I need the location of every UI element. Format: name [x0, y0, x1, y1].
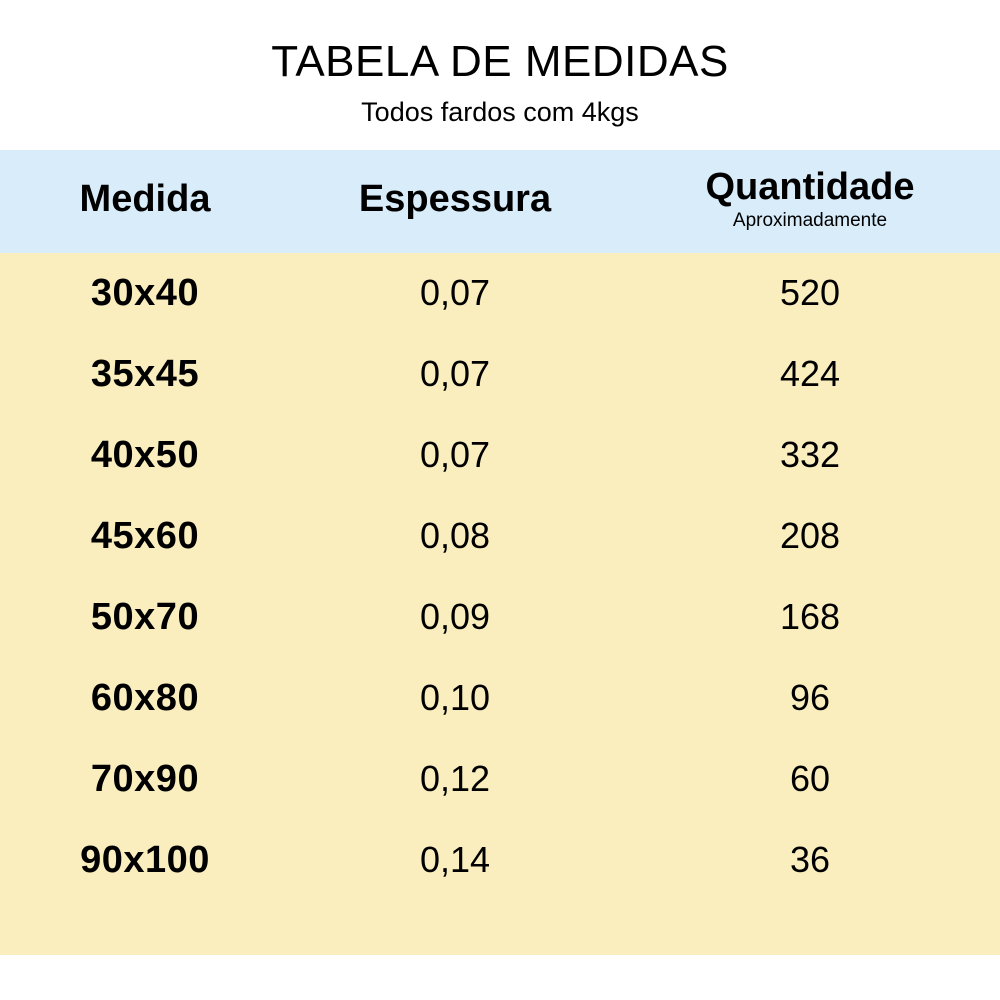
- cell-quantidade: 520: [779, 272, 841, 314]
- table-bottom-padding: [0, 901, 1000, 955]
- cell-medida: 90x100: [80, 838, 210, 881]
- table-row: [0, 658, 1000, 739]
- column-header-quantidade-note: Aproximadamente: [732, 209, 888, 231]
- table-row: [0, 496, 1000, 577]
- cell-quantidade: 168: [779, 596, 841, 638]
- table-body: [0, 253, 1000, 901]
- table-row: [0, 739, 1000, 820]
- column-header-medida-label: Medida: [79, 178, 211, 221]
- cell-espessura: 0,14: [419, 839, 491, 881]
- cell-quantidade: 208: [779, 515, 841, 557]
- column-header-quantidade-inner: [620, 168, 1000, 233]
- measures-table: [0, 150, 1000, 901]
- cell-medida: 30x40: [90, 271, 200, 314]
- cell-quantidade: 96: [789, 677, 831, 719]
- cell-medida: 45x60: [90, 514, 200, 557]
- table-header-row: [0, 150, 1000, 253]
- table-row: [0, 415, 1000, 496]
- column-header-medida: [0, 150, 290, 253]
- column-header-medida-inner: [0, 180, 290, 220]
- cell-espessura: 0,07: [419, 272, 491, 314]
- cell-espessura: 0,10: [419, 677, 491, 719]
- cell-medida: 40x50: [90, 433, 200, 476]
- cell-quantidade: 36: [789, 839, 831, 881]
- cell-espessura: 0,08: [419, 515, 491, 557]
- table-container: [0, 150, 1000, 955]
- cell-medida: 50x70: [90, 595, 200, 638]
- title-block: [0, 0, 1000, 128]
- cell-medida: 35x45: [90, 352, 200, 395]
- cell-espessura: 0,09: [419, 596, 491, 638]
- cell-espessura: 0,07: [419, 353, 491, 395]
- cell-quantidade: 60: [789, 758, 831, 800]
- column-header-quantidade-label: Quantidade: [705, 166, 915, 209]
- column-header-espessura-label: Espessura: [358, 178, 552, 221]
- cell-espessura: 0,07: [419, 434, 491, 476]
- column-header-espessura-inner: [290, 180, 620, 220]
- cell-quantidade: 424: [779, 353, 841, 395]
- table-row: [0, 253, 1000, 334]
- cell-medida: 60x80: [90, 676, 200, 719]
- table-header: [0, 150, 1000, 253]
- column-header-espessura: [290, 150, 620, 253]
- page-subtitle: Todos fardos com 4kgs: [361, 97, 639, 128]
- table-row: [0, 577, 1000, 658]
- table-row: [0, 334, 1000, 415]
- page-title: TABELA DE MEDIDAS: [271, 37, 729, 86]
- table-row: [0, 820, 1000, 901]
- cell-medida: 70x90: [90, 757, 200, 800]
- column-header-quantidade: [620, 150, 1000, 253]
- cell-quantidade: 332: [779, 434, 841, 476]
- cell-espessura: 0,12: [419, 758, 491, 800]
